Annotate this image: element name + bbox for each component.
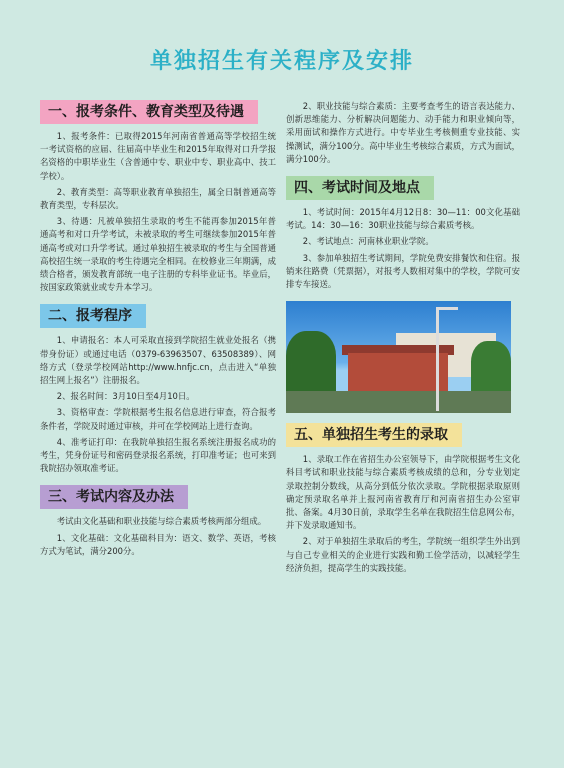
section-admission xyxy=(286,423,520,575)
building-main xyxy=(348,353,448,393)
paragraph: 2、报名时间：3月10日至4月10日。 xyxy=(56,391,195,402)
page-title: 单独招生有关程序及安排 xyxy=(149,49,414,74)
paragraph: 2、教育类型：高等职业教育单独招生，属全日制普通高等教育类型，专科层次。 xyxy=(40,186,276,211)
paragraph: 3、参加单独招生考试期间，学院免费安排餐饮和住宿。报销来往路费（凭票据），对报考人数相对集中的学校，学院可安排专车接送。 xyxy=(286,252,520,290)
paragraph: 1、录取工作在省招生办公室领导下，由学院根据考生文化科目考试和职业技能与综合素质考核成绩的总和，分专业划定录取控制分数线，从高分到低分依次录取。学院根据录取原则确定预录取名单并上报河南省教育厅和河南省招生办公室审批、备案。4月30日前，录取学生名单在我院招生信息网公布，并下发录取通知书。 xyxy=(286,454,520,531)
section-procedure xyxy=(40,304,276,475)
street-lamp xyxy=(436,307,439,411)
section-time-place xyxy=(286,176,520,291)
paragraph: 3、资格审查：学院根据考生报名信息进行审查，符合报考条件者，学院及时通过审核，并可在学校网站上进行查询。 xyxy=(40,407,276,431)
section-requirements xyxy=(40,100,276,294)
paragraph: 2、对于单独招生录取后的考生，学院统一组织学生外出到与自己专业相关的企业进行实践和勤工俭学活动，以减轻学生经济负担，提高学生的实践技能。 xyxy=(286,536,520,573)
paragraph: 2、职业技能与综合素质：主要考查考生的语言表达能力、创新思维能力、分析解决问题能力、动手能力和职业倾向等，采用面试和操作方式进行。中专毕业生考核侧重专业技能、实操测试，满分100分。高中毕业生考核综合素质，方式为面试，满分100分。 xyxy=(286,101,520,164)
section-exam-content xyxy=(40,485,276,558)
section-heading: 二、报考程序 xyxy=(40,304,146,328)
paragraph: 4、准考证打印：在我院单独招生报名系统注册报名成功的考生，凭身份证号和密码登录报名系统，打印准考证；也可来到我院招办领取准考证。 xyxy=(40,436,276,474)
paragraph: 考试由文化基础和职业技能与综合素质考核两部分组成。 xyxy=(56,516,267,527)
paragraph: 1、考试时间：2015年4月12日8：30—11：00文化基础考试。14：30—16：30职业技能与综合素质考核。 xyxy=(286,207,520,231)
street-lamp-arm xyxy=(436,307,458,310)
paragraph: 1、文化基础：文化基础科目为：语文、数学、英语，考核方式为笔试，满分200分。 xyxy=(40,532,276,556)
section-heading: 五、单独招生考生的录取 xyxy=(286,423,462,447)
section-exam-content-cont xyxy=(286,100,520,166)
section-heading: 四、考试时间及地点 xyxy=(286,176,434,200)
paragraph: 1、报考条件：已取得2015年河南省普通高等学校招生统一考试资格的应届、往届高中毕业生和2015年取得对口升学报名资格的中职毕业生（含普通中专、职业中专、职业高中、技工学校）。 xyxy=(40,131,276,181)
paragraph: 1、申请报名：本人可采取直接到学院招生就业处报名（携带身份证）或通过电话（0379-63963507、63508389）、网络方式（登录学校网站http://www.hnfjc.cn，点击进入“单独招生网上报名”）注册报名。 xyxy=(40,335,276,386)
campus-photo xyxy=(286,301,511,413)
section-heading: 一、报考条件、教育类型及待遇 xyxy=(40,100,258,124)
tree xyxy=(286,331,336,393)
paragraph: 2、考试地点：河南林业职业学院。 xyxy=(302,236,434,247)
ground xyxy=(286,391,511,413)
right-column xyxy=(286,100,520,585)
paragraph: 3、待遇：凡被单独招生录取的考生不能再参加2015年普通高考和对口升学考试，未被录取的考生可继续参加2015年普通高考或对口升学考试。通过单独招生被录取的考生与全国普通高校招生统一录取的考生待遇完全相同。在校修业三年期满，成绩合格者，颁发教育部统一电子注册的专科毕业证书。毕业后，按国家政策就业或专升本学习。 xyxy=(40,216,276,293)
left-column xyxy=(40,100,276,568)
section-heading: 三、考试内容及办法 xyxy=(40,485,188,509)
tree xyxy=(471,341,511,393)
